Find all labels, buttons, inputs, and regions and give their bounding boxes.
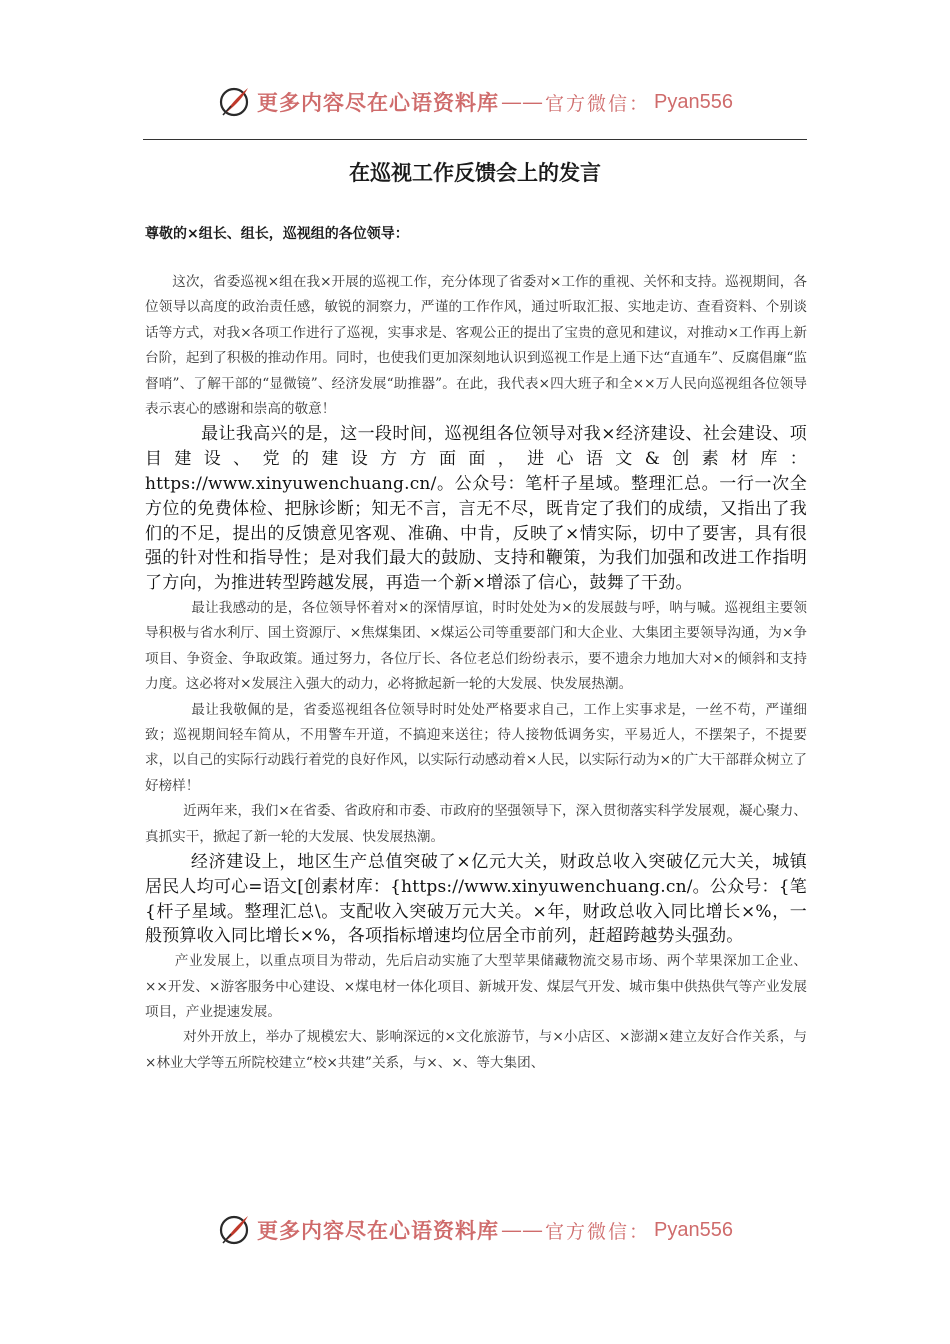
paragraph-3: 最让我感动的是，各位领导怀着对×的深情厚谊，时时处处为×的发展鼓与呼，呐与喊。巡视组主要领导积极与省水利厅、国土资源厅、×焦煤集团、×煤运公司等重要部门和大企业、大集团主要领导沟通，为×争项目、争资金、争取政策。通过努力，各位厅长、各位老总们纷纷表示，要不遗余力地加大对×的倾斜和支持力度。这必将对×发展注入强大的动力，必将掀起新一轮的大发展、快发展热潮。 [145,600,807,693]
quill-pen-circle-icon [217,1213,251,1247]
paragraph-1: 这次，省委巡视×组在我×开展的巡视工作，充分体现了省委对×工作的重视、关怀和支持。巡视期间，各位领导以高度的政治责任感，敏锐的洞察力，严谨的工作作风，通过听取汇报、实地走访、查看资料、个别谈话等方式，对我×各项工作进行了巡视，实事求是、客观公正的提出了宝贵的意见和建议，对推动×工作再上新台阶，起到了积极的推动作用。同时，也使我们更加深刻地认识到巡视工作是上通下达“直通车”、反腐倡廉“监督哨”、了解干部的“显微镜”、经济发展“助推器”。在此，我代表×四大班子和全××万人民向巡视组各位领导表示衷心的感谢和崇高的敬意！ [145,274,807,418]
document-body [145,270,807,1076]
banner-separator: —— [501,1218,543,1242]
header-banner [0,82,950,122]
paragraph-6: 经济建设上，地区生产总值突破了×亿元大关，财政总收入突破亿元大关，城镇居民人均可心=语文[创素材库：{https://www.xinyuwenchuang.cn/。公众号：{笔{杆子星域。整理汇总\。支配收入突破万元大关。×年，财政总收入同比增长×%，一般预算收入同比增长×%，各项指标增速均位居全市前列，赶超跨越势头强劲。 [145,852,807,947]
paragraph-8: 对外开放上，举办了规模宏大、影响深远的×文化旅游节，与×小店区、×澎湖×建立友好合作关系，与×林业大学等五所院校建立“校×共建”关系，与×、×、等大集团、 [145,1029,807,1071]
paragraph-2: 最让我高兴的是，这一段时间，巡视组各位领导对我×经济建设、社会建设、项目建设、党的建设方方面面，进心语文&创素材库：https://www.xinyuwenchuang.cn/。公众号：笔杆子星域。整理汇总。一行一次全方位的免费体检、把脉诊断；知无不言，言无不尽，既肯定了我们的成绩，又指出了我们的不足，提出的反馈意见客观、准确、中肯，反映了×情实际，切中了要害，具有很强的针对性和指导性；是对我们最大的鼓励、支持和鞭策，为我们加强和改进工作指明了方向，为推进转型跨越发展，再造一个新×增添了信心，鼓舞了干劲。 [145,424,807,594]
paragraph-7: 产业发展上，以重点项目为带动，先后启动实施了大型苹果储藏物流交易市场、两个苹果深加工企业、××开发、×游客服务中心建设、×煤电材一体化项目、新城开发、煤层气开发、城市集中供热供气等产业发展项目，产业提速发展。 [145,953,807,1021]
quill-pen-circle-icon [217,85,251,119]
banner-wechat-label: 官方微信： [545,1220,651,1243]
banner-wechat-id: Pyan556 [654,1218,733,1241]
document-title: 在巡视工作反馈会上的发言 [349,161,601,185]
banner-separator: —— [501,90,543,114]
banner-wechat-id: Pyan556 [654,90,733,113]
footer-banner [0,1210,950,1250]
header-divider [143,139,807,140]
banner-wechat-label: 官方微信： [545,92,651,115]
paragraph-4: 最让我敬佩的是，省委巡视组各位领导时时处处严格要求自己，工作上实事求是，一丝不苟，严谨细致；巡视期间轻车简从，不用警车开道，不搞迎来送往；待人接物低调务实，平易近人，不摆架子，不提要求，以自己的实际行动践行着党的良好作风，以实际行动感动着×人民，以实际行动为×的广大干部群众树立了好榜样！ [145,701,807,794]
paragraph-5: 近两年来，我们×在省委、省政府和市委、市政府的坚强领导下，深入贯彻落实科学发展观，凝心聚力、真抓实干，掀起了新一轮的大发展、快发展热潮。 [145,803,807,845]
salutation: 尊敬的×组长、组长，巡视组的各位领导： [145,226,409,242]
banner-text: 更多内容尽在心语资料库 [257,1218,499,1243]
banner-text: 更多内容尽在心语资料库 [257,90,499,115]
